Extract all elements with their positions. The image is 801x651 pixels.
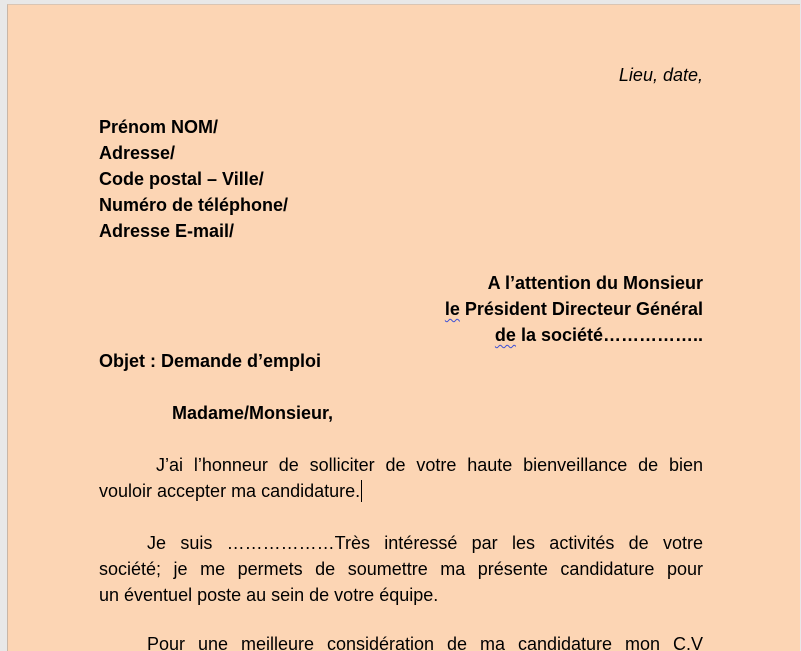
sender-email: Adresse E-mail/ [99, 221, 235, 241]
sender-name: Prénom NOM/ [99, 117, 219, 137]
spellcheck-flagged-word[interactable]: de [494, 325, 516, 345]
paragraph-1 [99, 452, 703, 504]
text-cursor [361, 480, 362, 502]
paragraph-1-line-1: J’ai l’honneur de solliciter de votre haute bienveillance de bien [156, 455, 703, 475]
place-date: Lieu, date, [618, 65, 703, 85]
paragraph-3-line-1: Pour une meilleure considération de ma candidature mon C.V [147, 634, 703, 651]
paragraph-2-line-3: un éventuel poste au sein de votre équipe. [99, 585, 439, 605]
recipient-line-3 [495, 322, 703, 348]
paragraph-2 [99, 530, 703, 608]
spellcheck-flagged-word[interactable]: le [444, 299, 460, 319]
sender-address: Adresse/ [99, 143, 176, 163]
recipient-line-2 [445, 296, 703, 322]
sender-postal-city: Code postal – Ville/ [99, 169, 264, 189]
recipient-line-2-text: Président Directeur Général [459, 299, 703, 319]
paragraph-3-clipped [99, 633, 703, 651]
paragraph-1-line-2 [99, 478, 703, 504]
recipient-line-1: A l’attention du Monsieur [487, 273, 703, 293]
paragraph-1-line-2-text: vouloir accepter ma candidature. [99, 481, 361, 501]
salutation: Madame/Monsieur, [172, 403, 334, 423]
document-page[interactable] [7, 4, 800, 651]
sender-phone: Numéro de téléphone/ [99, 195, 289, 215]
paragraph-2-line-1: Je suis ………………Très intéressé par les activités de votre [147, 533, 703, 553]
recipient-line-3-text: la société…………….. [515, 325, 703, 345]
subject-line: Objet : Demande d’emploi [99, 351, 322, 371]
paragraph-2-line-2: société; je me permets de soumettre ma présente candidature pour [99, 559, 703, 579]
